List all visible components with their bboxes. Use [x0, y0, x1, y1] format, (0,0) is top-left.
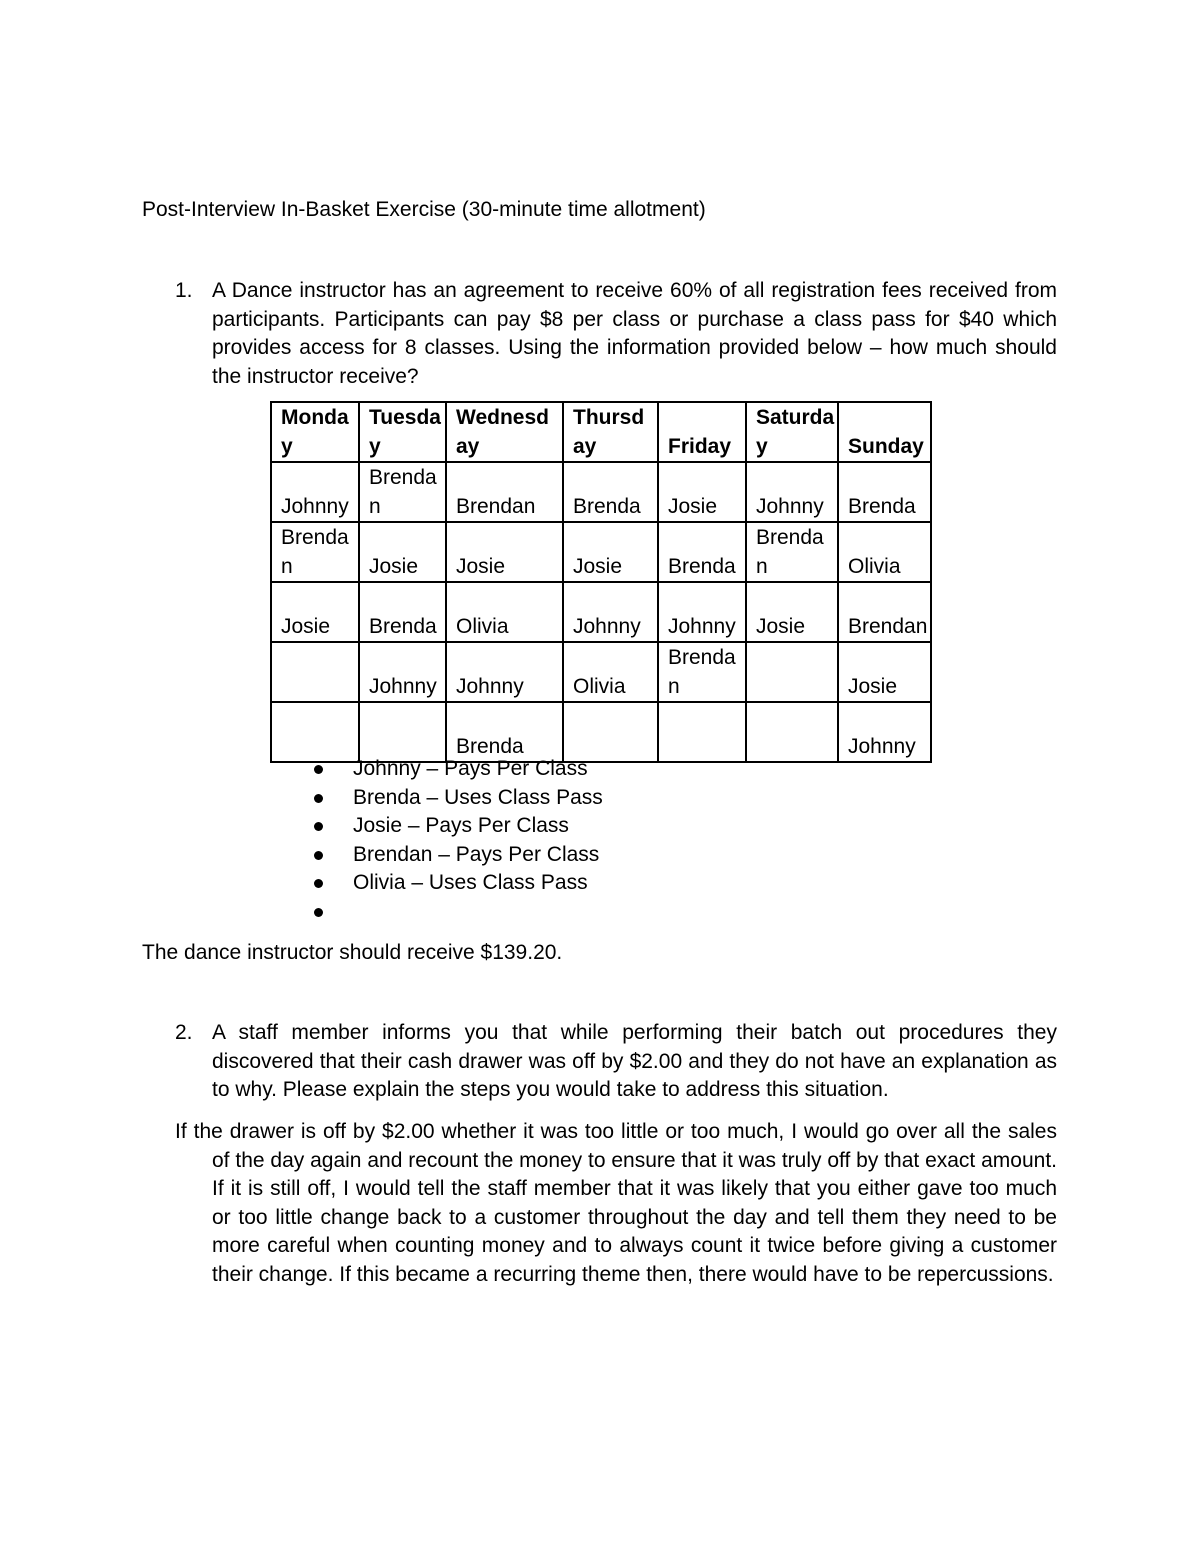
table-row — [271, 522, 931, 582]
table-cell: Brendan — [838, 582, 931, 642]
table-cell: Johnny — [271, 462, 359, 522]
table-cell: Josie — [838, 642, 931, 702]
question-2 — [175, 1019, 1057, 1105]
header-cell-friday: Friday — [658, 402, 746, 462]
table-cell — [746, 702, 838, 762]
question-1-text: A Dance instructor has an agreement to receive 60% of all registration fees received from participants. Participants can pay $8 per class or purchase a class pass for $40 which provides access for 8 classes. Using the information provided below – how much should the instructor receive? — [212, 279, 1057, 388]
table-row — [271, 582, 931, 642]
table-cell: Olivia — [446, 582, 563, 642]
table-cell: Josie — [271, 582, 359, 642]
table-cell: Johnny — [563, 582, 658, 642]
table-cell: Olivia — [563, 642, 658, 702]
list-item — [312, 898, 603, 927]
legend-item-text: Olivia – Uses Class Pass — [353, 871, 588, 895]
bullet-icon — [314, 822, 323, 831]
table-cell — [658, 702, 746, 762]
header-cell-thursday: Thursday — [563, 402, 658, 462]
table-cell — [271, 702, 359, 762]
legend-item-text: Johnny – Pays Per Class — [353, 757, 588, 780]
question-2-number: 2. — [175, 1021, 193, 1044]
list-item — [312, 755, 603, 784]
table-cell: Brenda — [658, 522, 746, 582]
table-cell: Johnny — [359, 642, 446, 702]
header-cell-sunday: Sunday — [838, 402, 931, 462]
list-item — [312, 812, 603, 841]
table-cell: Brenda — [359, 582, 446, 642]
table-cell: Brenda — [563, 462, 658, 522]
table-cell: Johnny — [838, 702, 931, 762]
table-cell: Brenda — [838, 462, 931, 522]
header-cell-wednesday: Wednesday — [446, 402, 563, 462]
class-schedule-table — [270, 401, 932, 763]
header-cell-tuesday: Tuesday — [359, 402, 446, 462]
table-cell: Johnny — [446, 642, 563, 702]
payment-legend-list — [312, 755, 603, 927]
list-item — [312, 784, 603, 813]
question-1 — [175, 277, 1057, 391]
list-item — [312, 869, 603, 898]
table-cell — [563, 702, 658, 762]
table-cell: Brendan — [271, 522, 359, 582]
table-cell: Brendan — [446, 462, 563, 522]
table-cell — [271, 642, 359, 702]
table-cell: Josie — [658, 462, 746, 522]
table-cell: Brenda — [446, 702, 563, 762]
legend-item-text: Brendan – Pays Per Class — [353, 842, 600, 866]
document-title: Post-Interview In-Basket Exercise (30-minute time allotment) — [142, 198, 706, 221]
table-row — [271, 642, 931, 702]
table-cell: Johnny — [746, 462, 838, 522]
table-cell: Josie — [446, 522, 563, 582]
table-cell: Olivia — [838, 522, 931, 582]
answer-2: If the drawer is off by $2.00 whether it was too little or too much, I would go over all the sales of the day again and recount the money to ensure that it was truly off by that exact amount. If it is still off, I would tell the staff member that it was likely that you either gave too much or too little change back to a customer throughout the day and tell them they need to be more careful when counting money and to always count it twice before giving a customer their change. If this became a recurring theme then, there would have to be repercussions. — [175, 1120, 1057, 1286]
answer-1: The dance instructor should receive $139.20. — [142, 941, 563, 964]
bullet-icon — [314, 765, 323, 774]
legend-item-text: Josie – Pays Per Class — [353, 814, 569, 838]
header-cell-saturday: Saturday — [746, 402, 838, 462]
table-cell: Brendan — [658, 642, 746, 702]
table-cell: Brendan — [746, 522, 838, 582]
table-cell — [359, 702, 446, 762]
table-cell — [746, 642, 838, 702]
table-cell: Josie — [359, 522, 446, 582]
table-row — [271, 702, 931, 762]
table-cell: Johnny — [658, 582, 746, 642]
bullet-icon — [314, 851, 323, 860]
question-1-number: 1. — [175, 279, 193, 302]
table-row — [271, 462, 931, 522]
bullet-icon — [314, 908, 323, 917]
header-cell-monday: Monday — [271, 402, 359, 462]
table-cell: Josie — [746, 582, 838, 642]
legend-item-text: Brenda – Uses Class Pass — [353, 785, 603, 809]
list-item — [312, 841, 603, 870]
bullet-icon — [314, 794, 323, 803]
table-cell: Brendan — [359, 462, 446, 522]
table-header-row — [271, 402, 931, 462]
table-cell: Josie — [563, 522, 658, 582]
question-2-text: A staff member informs you that while performing their batch out procedures they discovered that their cash drawer was off by $2.00 and they do not have an explanation as to why. Please explain the steps you would take to address this situation. — [212, 1021, 1057, 1102]
bullet-icon — [314, 879, 323, 888]
